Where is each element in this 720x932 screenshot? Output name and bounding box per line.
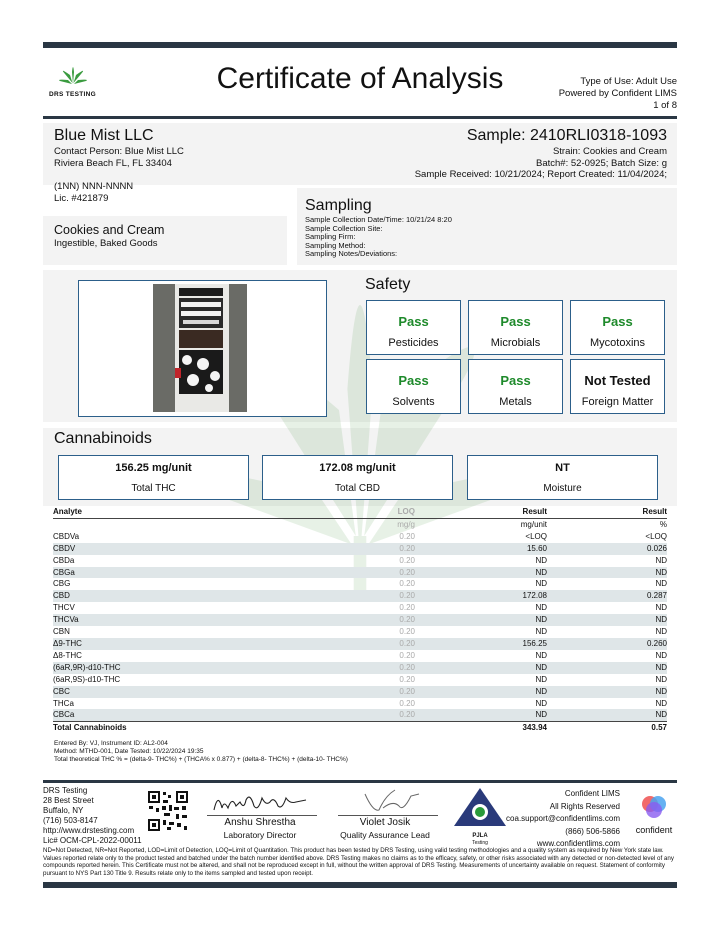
signature-anshu-shrestha: [210, 788, 310, 816]
summary-total-cbd: [262, 455, 453, 500]
header-meta: [559, 76, 677, 112]
qr-code-icon[interactable]: [147, 790, 189, 832]
analyte-cell: CBGa: [53, 567, 355, 579]
table-row: [53, 626, 667, 638]
page-title: Certificate of Analysis: [216, 62, 504, 95]
loq-cell: 0.20: [399, 698, 415, 708]
table-row: [53, 555, 667, 567]
client-license: Lic. #421879: [54, 192, 109, 204]
result-pct-cell: %: [659, 519, 667, 529]
result-mg-cell: ND: [415, 662, 547, 674]
safety-test-mycotoxins: [570, 300, 665, 355]
result-pct-cell: ND: [655, 555, 667, 565]
sampling-line: Sampling Method:: [305, 240, 366, 250]
result-pct-cell: 0.287: [547, 590, 667, 602]
result-mg-cell: 15.60: [415, 543, 547, 555]
loq-cell: 0.20: [399, 555, 415, 565]
product-photo: [153, 284, 247, 412]
summary-total-thc: [58, 455, 249, 500]
analyte-cell: (6aR,9S)-d10-THC: [53, 674, 121, 684]
client-address: Riviera Beach FL, FL 33404: [54, 157, 172, 169]
note-line: Total theoretical THC % = (delta-9- THC%) + (THCA% x 0.877) + (delta-8- THC%) + (delta-10- THC%): [54, 756, 348, 763]
result-mg-cell: ND: [535, 627, 547, 637]
signature-line: [338, 815, 438, 816]
signature-violet-josik: [355, 786, 425, 816]
result-mg-cell: ND: [535, 555, 547, 565]
header-divider: [43, 116, 677, 119]
result-mg-cell: ND: [415, 709, 547, 721]
analyte-cell: CBD: [53, 590, 355, 602]
result-mg-cell: ND: [535, 579, 547, 589]
summary-label: Total THC: [131, 483, 176, 494]
result-mg-cell: mg/unit: [520, 519, 547, 529]
analyte-cell: CBN: [53, 627, 70, 637]
loq-cell: 0.20: [355, 709, 415, 721]
sample-id: Sample: 2410RLI0318-1093: [466, 127, 667, 144]
logo-text: DRS TESTING: [49, 91, 96, 98]
powered-by: Powered by Confident LIMS: [558, 88, 677, 99]
page-number: 1 of 8: [653, 100, 677, 111]
result-pct-cell: ND: [547, 686, 667, 698]
loq-cell: 0.20: [399, 627, 415, 637]
sampling-line: Sample Collection Site:: [305, 223, 383, 233]
table-header-row: [53, 506, 667, 518]
signer-name: Violet Josik: [359, 817, 411, 828]
analyte-cell: Δ9-THC: [53, 638, 355, 650]
loq-cell: 0.20: [355, 662, 415, 674]
signer-title: Laboratory Director: [223, 830, 297, 840]
safety-test-microbials: [468, 300, 563, 355]
lab-line: (716) 503-8147: [43, 816, 98, 825]
confident-email[interactable]: coa.support@confidentlims.com: [506, 814, 620, 823]
loq-cell: 0.20: [399, 603, 415, 613]
result-pct-cell: ND: [655, 603, 667, 613]
product-type: Ingestible, Baked Goods: [54, 238, 158, 249]
disclaimer: ND=Not Detected, NR=Not Reported, LOD=Limit of Detection, LOQ=Limit of Quantitation. This product has been tested by DRS Testing, using valid testing methodologies and a quality system as required by New York state law. Values reported relate only to the product tested and batched under the batch number identified above. DRS Testing makes no claims as to the efficacy, safety, or other risks associated with any detected or non-detected level of any compounds reported herein. This Certificate must not be altered, and shall not be reproduced except in full, without the written approval of DRS Testing. Measurements of uncertainty available on request. Statement of conformity pursuant to NYS Part 130 Title 9. Results relate only to the items sampled and tested upon receipt.: [43, 847, 674, 877]
loq-cell: 0.20: [399, 650, 415, 660]
table-row: [53, 638, 667, 650]
test-result: Pass: [398, 314, 429, 329]
signer-1: [190, 817, 330, 841]
loq-cell: 0.20: [399, 531, 415, 541]
table-row: [53, 650, 667, 662]
test-label: Mycotoxins: [589, 337, 646, 349]
table-row: [53, 698, 667, 710]
client-phone: (1NN) NNN-NNNN: [54, 181, 134, 192]
table-total-row: [53, 722, 667, 734]
confident-logo-icon: [639, 794, 669, 820]
analyte-cell: Analyte: [53, 506, 355, 518]
result-pct-cell: ND: [547, 662, 667, 674]
pjla-sub: Testing: [472, 840, 488, 846]
lab-line: Buffalo, NY: [43, 806, 84, 815]
summary-moisture: [467, 455, 658, 500]
confident-line: All Rights Reserved: [549, 801, 620, 811]
confident-logo-text: confident: [635, 825, 673, 835]
loq-cell: 0.20: [355, 590, 415, 602]
lab-info: [43, 786, 142, 846]
batch: Batch#: 52-0925; Batch Size: g: [536, 157, 667, 169]
sampling-line: Sample Collection Date/Time: 10/21/24 8:20: [305, 215, 452, 224]
lab-line: DRS Testing: [43, 786, 88, 795]
analyte-cell: CBC: [53, 686, 355, 698]
cannabinoids-table: [53, 506, 667, 734]
test-result: Pass: [398, 373, 429, 388]
signer-title: Quality Assurance Lead: [340, 830, 430, 840]
analyte-cell: Total Cannabinoids: [53, 722, 355, 734]
analyte-cell: (6aR,9R)-d10-THC: [53, 662, 355, 674]
result-mg-cell: ND: [415, 686, 547, 698]
result-mg-cell: 343.94: [415, 722, 547, 734]
table-row: [53, 590, 667, 602]
result-mg-cell: <LOQ: [525, 531, 547, 541]
table-row: [53, 602, 667, 614]
sample-dates: Sample Received: 10/21/2024; Report Created: 11/04/2024;: [414, 169, 667, 180]
bottom-bar: [43, 882, 677, 888]
table-row: [53, 543, 667, 555]
analyte-cell: CBCa: [53, 709, 355, 721]
summary-value: NT: [555, 462, 570, 474]
lab-line: 28 Best Street: [43, 796, 94, 805]
confident-line: Confident LIMS: [564, 789, 620, 798]
safety-test-pesticides: [366, 300, 461, 355]
lab-license: Lic# OCM-CPL-2022-00011: [43, 836, 142, 845]
contact-person: Contact Person: Blue Mist LLC: [54, 146, 184, 157]
analyte-cell: THCa: [53, 698, 74, 708]
result-pct-cell: ND: [655, 698, 667, 708]
result-pct-cell: ND: [655, 650, 667, 660]
analyte-cell: CBDa: [53, 555, 75, 565]
loq-cell: 0.20: [355, 686, 415, 698]
result-mg-cell: 156.25: [415, 638, 547, 650]
sampling-section: [305, 196, 452, 259]
note-line: Entered By: VJ, Instrument ID: AL2-004: [54, 740, 168, 747]
test-label: Metals: [499, 396, 532, 408]
result-pct-cell: Result: [547, 506, 667, 518]
loq-cell: 0.20: [355, 638, 415, 650]
test-result: Not Tested: [584, 373, 651, 388]
confident-website[interactable]: www.confidentlims.com: [536, 839, 620, 848]
test-label: Solvents: [392, 396, 435, 408]
result-pct-cell: <LOQ: [645, 531, 667, 541]
product-info: [54, 222, 164, 250]
result-mg-cell: ND: [535, 603, 547, 613]
top-bar: [43, 42, 677, 48]
loq-cell: 0.20: [355, 614, 415, 626]
sampling-line: Sampling Notes/Deviations:: [305, 249, 398, 258]
test-label: Microbials: [490, 337, 541, 349]
summary-value: 172.08 mg/unit: [319, 462, 396, 474]
table-row: [53, 709, 667, 721]
test-result: Pass: [500, 373, 531, 388]
summary-label: Moisture: [543, 483, 582, 494]
safety-test-foreign-matter: [570, 359, 665, 414]
strain: Strain: Cookies and Cream: [552, 146, 667, 157]
result-pct-cell: 0.57: [547, 722, 667, 734]
loq-cell: [355, 722, 415, 734]
result-pct-cell: ND: [655, 627, 667, 637]
safety-title: Safety: [365, 276, 411, 293]
loq-cell: 0.20: [355, 543, 415, 555]
summary-value: 156.25 mg/unit: [115, 462, 192, 474]
table-row: [53, 662, 667, 674]
lab-link[interactable]: http://www.drstesting.com: [43, 826, 135, 835]
table-row: [53, 614, 667, 626]
safety-test-metals: [468, 359, 563, 414]
type-of-use: Type of Use: Adult Use: [580, 76, 677, 87]
table-row: [53, 567, 667, 579]
result-pct-cell: ND: [547, 567, 667, 579]
analyte-cell: THCV: [53, 603, 75, 613]
test-result: Pass: [500, 314, 531, 329]
analyte-cell: Δ8-THC: [53, 650, 82, 660]
result-pct-cell: ND: [655, 579, 667, 589]
pjla-text: PJLA: [472, 833, 488, 839]
result-mg-cell: ND: [535, 650, 547, 660]
result-pct-cell: ND: [547, 614, 667, 626]
summary-label: Total CBD: [334, 483, 380, 494]
loq-cell: LOQ: [355, 506, 415, 518]
analyte-cell: CBDVa: [53, 531, 80, 541]
client-info: [54, 126, 184, 204]
result-pct-cell: 0.026: [547, 543, 667, 555]
table-row: [53, 686, 667, 698]
sample-info: [415, 126, 667, 181]
confident-info: [506, 788, 620, 851]
analyte-cell: [53, 518, 355, 530]
table-row: [53, 531, 667, 543]
pjla-triangle-icon: [452, 786, 508, 828]
cannabinoids-title: Cannabinoids: [54, 430, 152, 447]
analyte-cell: CBDV: [53, 543, 355, 555]
signer-name: Anshu Shrestha: [224, 817, 296, 828]
loq-cell: 0.20: [355, 567, 415, 579]
result-mg-cell: ND: [535, 698, 547, 708]
test-label: Foreign Matter: [581, 396, 654, 408]
pjla-accreditation-badge: [452, 786, 508, 844]
analyte-cell: CBG: [53, 579, 71, 589]
product-name: Cookies and Cream: [54, 223, 165, 237]
result-mg-cell: Result: [415, 506, 547, 518]
table-units-row: [53, 518, 667, 530]
test-notes: [54, 740, 348, 764]
loq-cell: 0.20: [399, 674, 415, 684]
safety-test-solvents: [366, 359, 461, 414]
footer-divider: [43, 780, 677, 783]
result-mg-cell: ND: [415, 567, 547, 579]
loq-cell: mg/g: [397, 519, 415, 529]
signer-2: [310, 817, 460, 841]
client-name: Blue Mist LLC: [54, 127, 154, 144]
sampling-title: Sampling: [305, 197, 372, 214]
confident-phone: (866) 506-5866: [565, 826, 620, 836]
sampling-line: Sampling Firm:: [305, 232, 356, 241]
table-row: [53, 578, 667, 590]
signature-line: [207, 815, 317, 816]
loq-cell: 0.20: [399, 579, 415, 589]
result-mg-cell: ND: [415, 614, 547, 626]
test-label: Pesticides: [388, 337, 439, 349]
confident-logo: [628, 794, 680, 835]
table-row: [53, 674, 667, 686]
result-mg-cell: 172.08: [415, 590, 547, 602]
test-result: Pass: [602, 314, 633, 329]
note-line: Method: MTHD-001, Date Tested: 10/22/2024 19:35: [54, 748, 204, 755]
result-pct-cell: ND: [655, 674, 667, 684]
result-mg-cell: ND: [535, 674, 547, 684]
analyte-cell: THCVa: [53, 614, 355, 626]
result-pct-cell: ND: [547, 709, 667, 721]
result-pct-cell: 0.260: [547, 638, 667, 650]
